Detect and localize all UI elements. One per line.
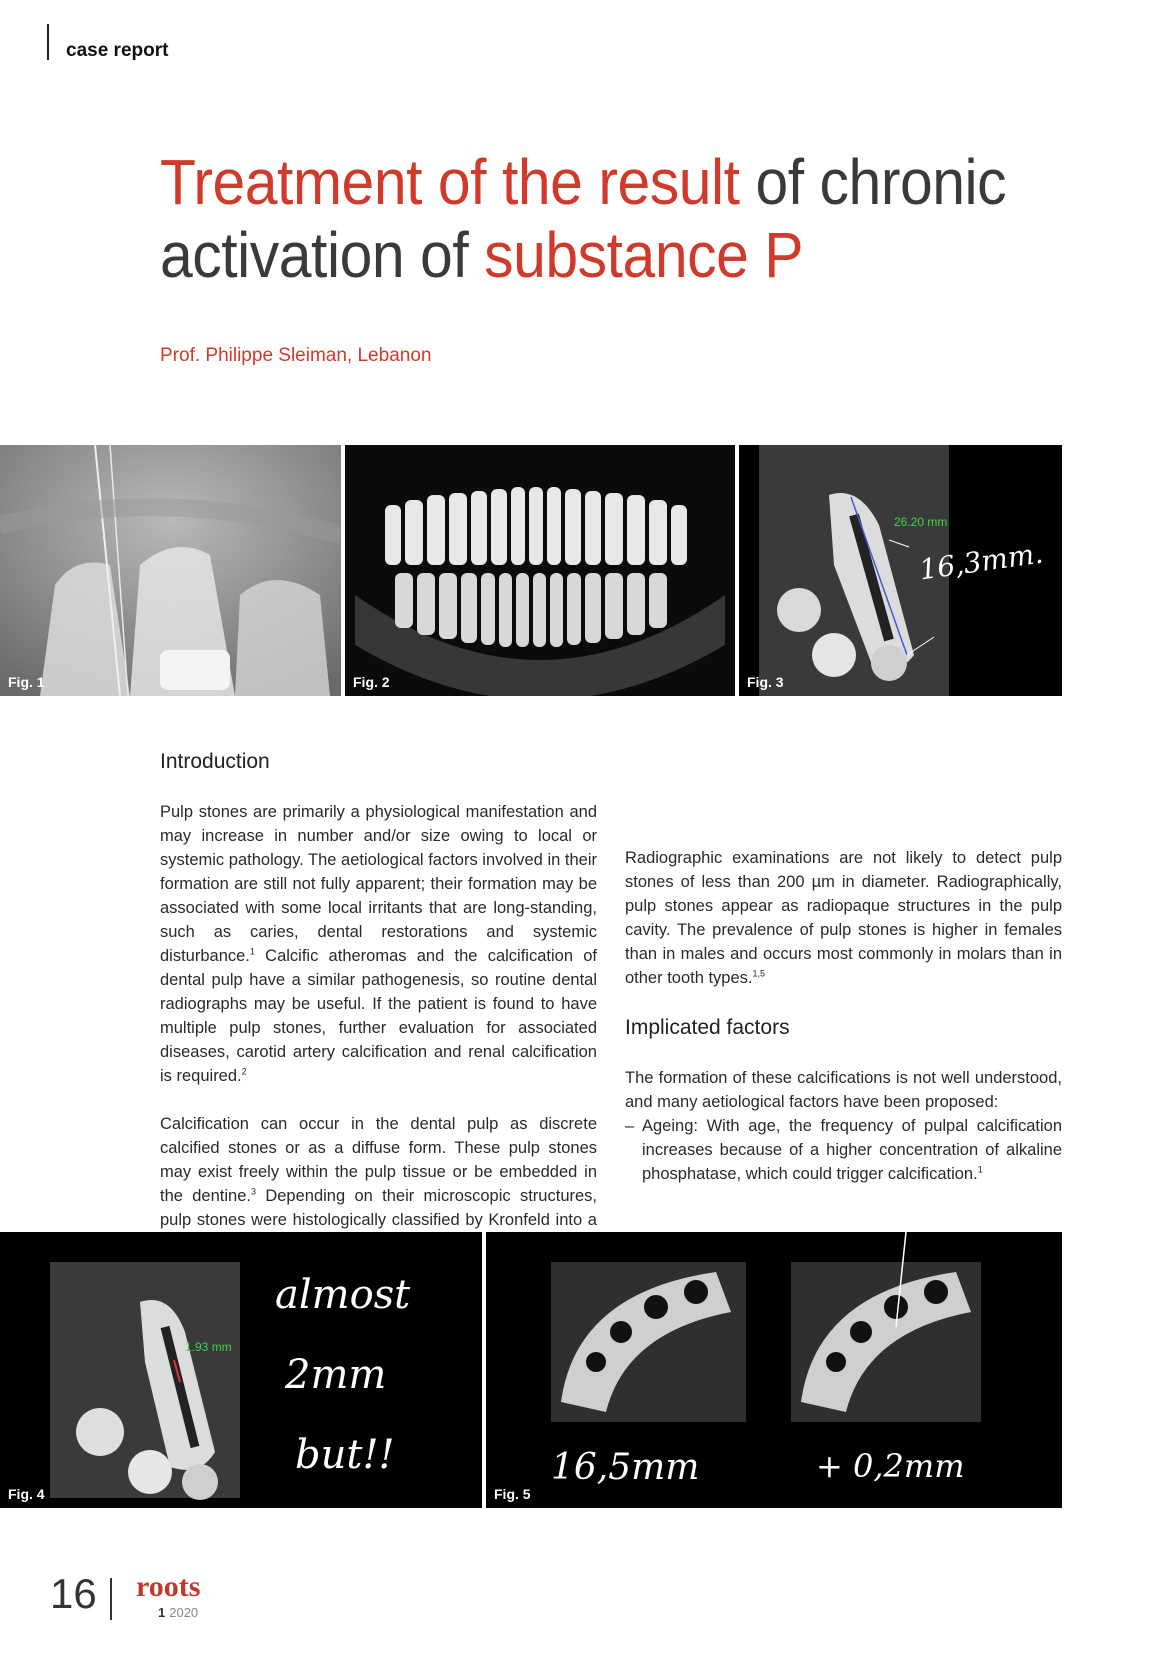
author-line: Prof. Philippe Sleiman, Lebanon	[160, 345, 432, 366]
title-part-4: substance P	[484, 219, 804, 291]
figure-2-label: Fig. 2	[353, 674, 390, 690]
title-part-2: of chronic	[739, 146, 1007, 218]
journal-logo: roots	[136, 1570, 201, 1603]
figure-2	[345, 445, 735, 696]
title-part-3: activation of	[160, 219, 485, 291]
implicated-factors-heading: Implicated factors	[625, 1016, 790, 1039]
section-divider	[47, 24, 49, 60]
figure-1-image	[0, 445, 341, 696]
issue-info: 1 2020	[158, 1605, 199, 1620]
section-label: case report	[66, 40, 169, 61]
paragraph-3: Radiographic examinations are not likely to detect pulp stones of less than 200 µm in diameter. Radiographically, pulp stones appear as radiopaque structures in the pulp cavity. The prevalence of pulp stones is higher in females than in males and occurs most commonly in molars than in other tooth types.$^{1,5}$	[625, 849, 1062, 987]
footer-divider	[110, 1578, 112, 1620]
paragraph-2: Calcification can occur in the dental pulp as discrete calcified stones or as a diffuse form. These pulp stones may exist freely within the pulp tissue or be embedded in the dentine.$^3$ Depending on their microscopic structures, pulp stones were histologically classified by Kronfeld into a	[160, 1115, 597, 1229]
figure-4-handwriting-1: almost	[275, 1272, 411, 1318]
article-title	[160, 146, 1007, 292]
figure-3-label: Fig. 3	[747, 674, 784, 690]
figure-4-measure: 1.93 mm	[185, 1340, 232, 1354]
figure-1	[0, 445, 341, 696]
figure-5-handwriting-1: 16,5mm	[551, 1447, 700, 1488]
figure-5-label: Fig. 5	[494, 1486, 531, 1502]
paragraph-4: The formation of these calcifications is not well understood, and many aetiological factors have been proposed:	[625, 1069, 1062, 1111]
figure-4-handwriting-2: 2mm	[285, 1352, 387, 1398]
factors-list	[625, 1114, 1062, 1186]
figure-5-handwriting-2: + 0,2mm	[816, 1447, 965, 1485]
paragraph-1: Pulp stones are primarily a physiological manifestation and may increase in number and/or size owing to local or systemic pathology. The aetiological factors involved in their formation are still not fully apparent; their formation may be associated with some local irritants that are long-standing, such as caries, dental restorations and systemic disturbance.$^1$ Calcific atheromas and the calcification of dental pulp have a similar pathogenesis, so routine dental radiographs may be useful. If the patient is found to have multiple pulp stones, further evaluation for associated diseases, carotid artery calcification and renal calcification is required.$^2$	[160, 803, 597, 1085]
page-number: 16	[50, 1570, 97, 1617]
figure-3-measure: 26.20 mm	[894, 515, 948, 529]
figure-4-label: Fig. 4	[8, 1486, 45, 1502]
title-part-1: Treatment of the result	[160, 146, 740, 218]
figure-2-image	[345, 445, 735, 696]
figure-3-handwriting: 16,3mm.	[917, 536, 1046, 587]
introduction-heading: Introduction	[160, 750, 270, 773]
figure-1-label: Fig. 1	[8, 674, 45, 690]
figure-4-handwriting-3: but!!	[295, 1432, 395, 1478]
figure-3	[739, 445, 1062, 696]
figure-5	[486, 1232, 1062, 1508]
figure-4	[0, 1232, 482, 1508]
list-item: – Ageing: With age, the frequency of pulpal calcification increases because of a higher concentration of alkaline phosphatase, which could trigger calcification.$^1$	[625, 1114, 1062, 1186]
column-right	[625, 846, 1062, 1186]
column-left	[160, 748, 597, 1256]
